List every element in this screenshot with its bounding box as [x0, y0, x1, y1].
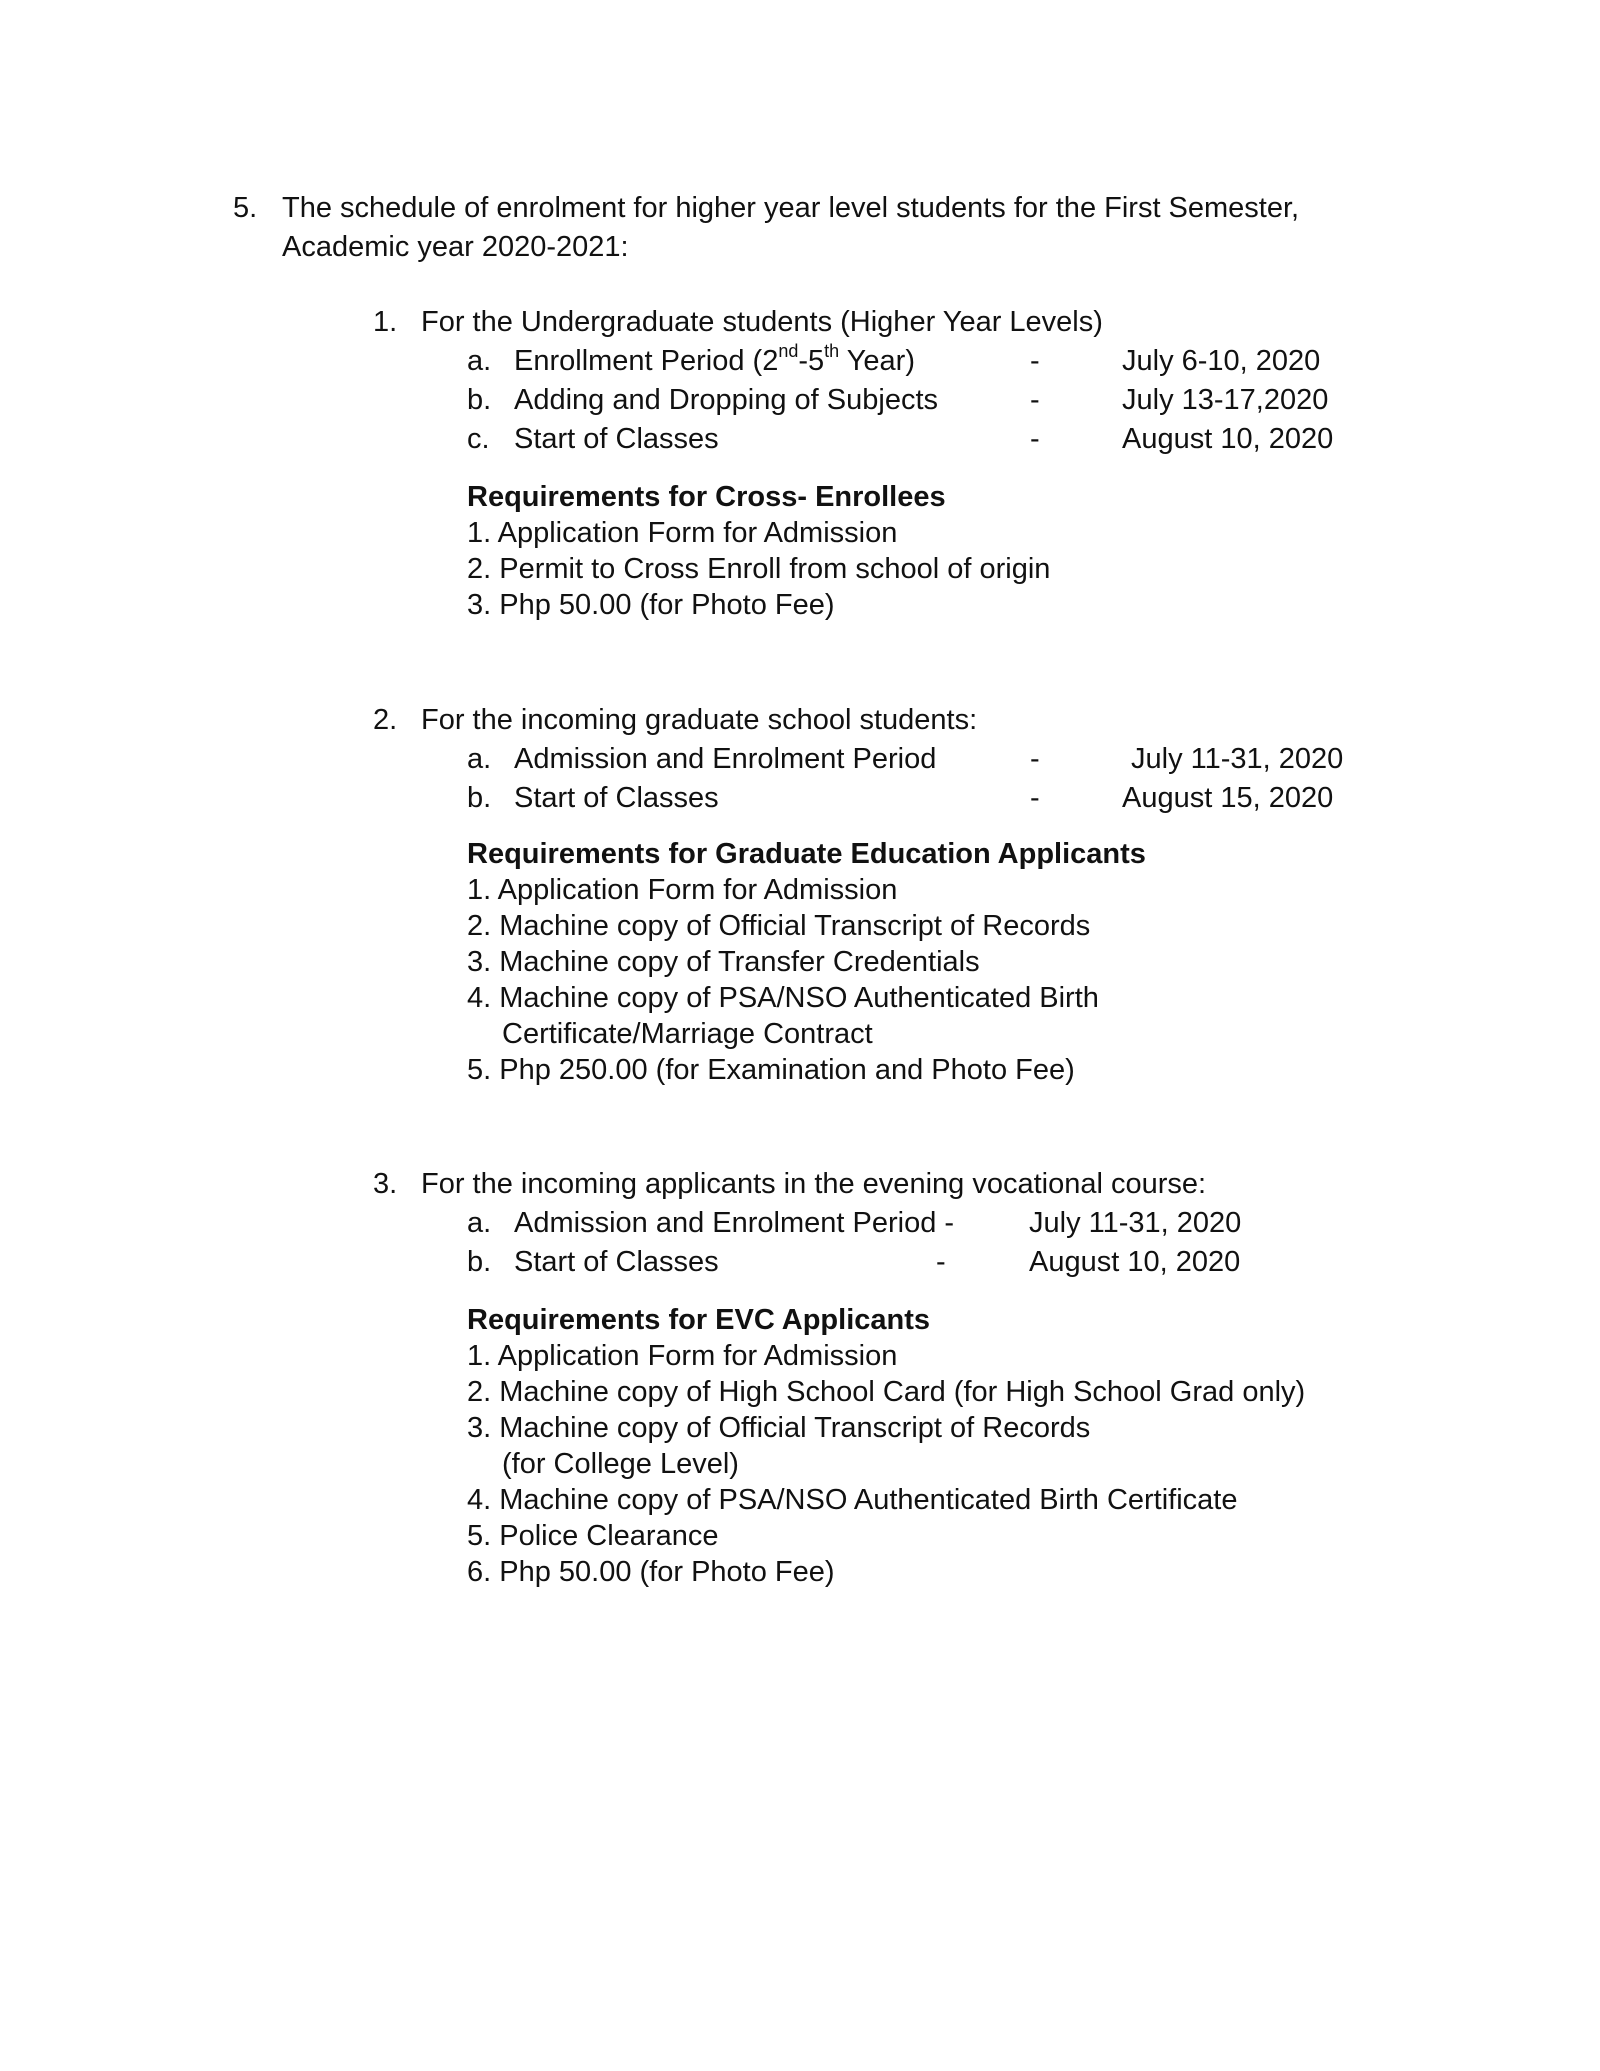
- schedule-label: Start of Classes: [514, 423, 719, 455]
- section-1-number: 1.: [373, 306, 398, 338]
- requirement-item: 1. Application Form for Admission: [467, 874, 898, 906]
- section-3-title: For the incoming applicants in the evening vocational course:: [421, 1168, 1207, 1200]
- schedule-letter: b.: [467, 1246, 492, 1278]
- schedule-label: Admission and Enrolment Period: [514, 743, 937, 775]
- item-text-line-1: The schedule of enrolment for higher year level students for the First Semester,: [282, 192, 1300, 224]
- schedule-label: Start of Classes: [514, 782, 719, 814]
- section-2-title: For the incoming graduate school students:: [421, 704, 978, 736]
- schedule-label: Start of Classes: [514, 1246, 719, 1278]
- requirement-item: 4. Machine copy of PSA/NSO Authenticated Birth: [467, 982, 1099, 1014]
- schedule-dash: -: [1030, 384, 1040, 416]
- schedule-dash: -: [1030, 345, 1040, 377]
- schedule-dash: -: [1030, 782, 1040, 814]
- requirements-heading: Requirements for Cross- Enrollees: [467, 481, 946, 513]
- requirement-item: 2. Machine copy of High School Card (for High School Grad only): [467, 1376, 1306, 1408]
- requirement-item: 1. Application Form for Admission: [467, 517, 898, 549]
- schedule-date: August 10, 2020: [1122, 423, 1334, 455]
- schedule-label: Adding and Dropping of Subjects: [514, 384, 939, 416]
- requirement-item-continued: Certificate/Marriage Contract: [502, 1018, 873, 1050]
- item-text-line-2: Academic year 2020-2021:: [282, 231, 629, 263]
- schedule-date: August 10, 2020: [1029, 1246, 1241, 1278]
- requirement-item: 2. Machine copy of Official Transcript of Records: [467, 910, 1091, 942]
- schedule-letter: c.: [467, 423, 490, 455]
- schedule-letter: b.: [467, 782, 492, 814]
- schedule-label: Admission and Enrolment Period -: [514, 1207, 955, 1239]
- schedule-letter: a.: [467, 1207, 492, 1239]
- section-3-number: 3.: [373, 1168, 398, 1200]
- section-2-number: 2.: [373, 704, 398, 736]
- schedule-letter: a.: [467, 743, 492, 775]
- schedule-date: August 15, 2020: [1122, 782, 1334, 814]
- requirement-item: 2. Permit to Cross Enroll from school of origin: [467, 553, 1051, 585]
- item-number: 5.: [233, 192, 258, 224]
- requirement-item: 6. Php 50.00 (for Photo Fee): [467, 1556, 835, 1588]
- requirement-item-continued: (for College Level): [502, 1448, 739, 1480]
- requirements-heading: Requirements for EVC Applicants: [467, 1304, 931, 1336]
- schedule-date: July 6-10, 2020: [1122, 345, 1321, 377]
- requirement-item: 3. Machine copy of Transfer Credentials: [467, 946, 980, 978]
- requirement-item: 4. Machine copy of PSA/NSO Authenticated Birth Certificate: [467, 1484, 1238, 1516]
- requirements-heading: Requirements for Graduate Education Applicants: [467, 838, 1146, 870]
- requirement-item: 5. Php 250.00 (for Examination and Photo Fee): [467, 1054, 1075, 1086]
- requirement-item: 1. Application Form for Admission: [467, 1340, 898, 1372]
- schedule-dash: -: [1030, 423, 1040, 455]
- schedule-letter: a.: [467, 345, 492, 377]
- schedule-dash: -: [936, 1246, 946, 1278]
- schedule-label: Enrollment Period (2nd-5th Year): [514, 341, 915, 377]
- schedule-letter: b.: [467, 384, 492, 416]
- schedule-date: July 13-17,2020: [1122, 384, 1329, 416]
- section-1-title: For the Undergraduate students (Higher Year Levels): [421, 306, 1103, 338]
- schedule-date: July 11-31, 2020: [1029, 1207, 1242, 1239]
- schedule-dash: -: [1030, 743, 1040, 775]
- requirement-item: 3. Php 50.00 (for Photo Fee): [467, 589, 835, 621]
- schedule-date: July 11-31, 2020: [1131, 743, 1344, 775]
- requirement-item: 5. Police Clearance: [467, 1520, 719, 1552]
- requirement-item: 3. Machine copy of Official Transcript of Records: [467, 1412, 1091, 1444]
